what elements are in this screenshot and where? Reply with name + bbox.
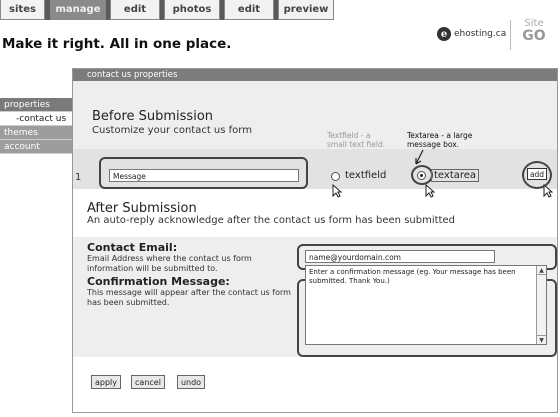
radio-textfield[interactable] <box>331 172 340 181</box>
tab-manage[interactable]: manage <box>50 0 106 20</box>
tab-edit-2[interactable]: edit <box>224 0 274 20</box>
tab-preview[interactable]: preview <box>278 0 334 20</box>
mouse-cursor-icon <box>332 184 342 198</box>
ehosting-icon: e <box>437 27 451 41</box>
cancel-button[interactable]: cancel <box>131 375 165 389</box>
sitego-logo-top: Site <box>524 18 544 29</box>
sidebar-item-account[interactable]: account <box>0 140 72 154</box>
scroll-up-icon[interactable]: ▲ <box>537 266 546 275</box>
sidebar-item-contact-us[interactable]: -contact us <box>0 112 72 126</box>
slogan: Make it right. All in one place. <box>2 36 232 52</box>
mouse-cursor-icon <box>543 184 553 198</box>
top-tab-bar <box>0 0 560 20</box>
sitego-logo-bottom: GO <box>522 28 546 44</box>
confirmation-message-text: Enter a confirmation message (eg. Your message has been submitted. Thank You.) <box>309 268 516 285</box>
confirmation-message-textarea[interactable] <box>305 265 547 345</box>
ehosting-logo-text: ehosting.ca <box>454 29 507 39</box>
panel-title: contact us properties <box>73 69 557 81</box>
contact-email-input[interactable]: name@yourdomain.com <box>305 250 495 263</box>
callout-arrow-icon <box>413 149 425 167</box>
add-button[interactable]: add <box>527 168 547 180</box>
field-name-input[interactable]: Message <box>109 169 299 182</box>
before-submission-subheading: Customize your contact us form <box>92 125 252 136</box>
logo-divider <box>510 20 511 50</box>
mouse-cursor-icon <box>425 184 435 198</box>
tab-edit[interactable]: edit <box>110 0 160 20</box>
sitego-logo[interactable] <box>516 18 552 50</box>
contact-email-help: Email Address where the contact us form information will be submitted to. <box>87 254 252 273</box>
textarea-scrollbar[interactable] <box>536 266 546 344</box>
sidebar <box>0 98 72 154</box>
after-submission-subheading: An auto-reply acknowledge after the contact us form has been submitted <box>87 215 455 226</box>
after-submission-heading: After Submission <box>87 201 197 216</box>
confirmation-message-label: Confirmation Message: <box>87 275 230 288</box>
tab-photos[interactable]: photos <box>164 0 220 20</box>
before-submission-heading: Before Submission <box>92 109 214 124</box>
scroll-down-icon[interactable]: ▼ <box>537 335 546 344</box>
ehosting-logo[interactable] <box>437 24 506 44</box>
textarea-note: Textarea - a large message box. <box>407 131 473 149</box>
textfield-note: Textfield - a small text field. <box>327 131 386 149</box>
sidebar-item-themes[interactable]: themes <box>0 126 72 140</box>
radio-textfield-label: textfield <box>345 170 387 181</box>
apply-button[interactable]: apply <box>91 375 121 389</box>
contact-us-properties-panel <box>72 68 558 413</box>
undo-button[interactable]: undo <box>177 375 205 389</box>
radio-textarea-label: textarea <box>431 169 479 182</box>
confirmation-message-help: This message will appear after the contact us form has been submitted. <box>87 288 291 307</box>
contact-email-label: Contact Email: <box>87 241 178 254</box>
row-number: 1 <box>75 172 82 183</box>
radio-textarea[interactable] <box>417 171 426 180</box>
sidebar-item-properties[interactable]: properties <box>0 98 72 112</box>
tab-sites[interactable]: sites <box>0 0 45 20</box>
